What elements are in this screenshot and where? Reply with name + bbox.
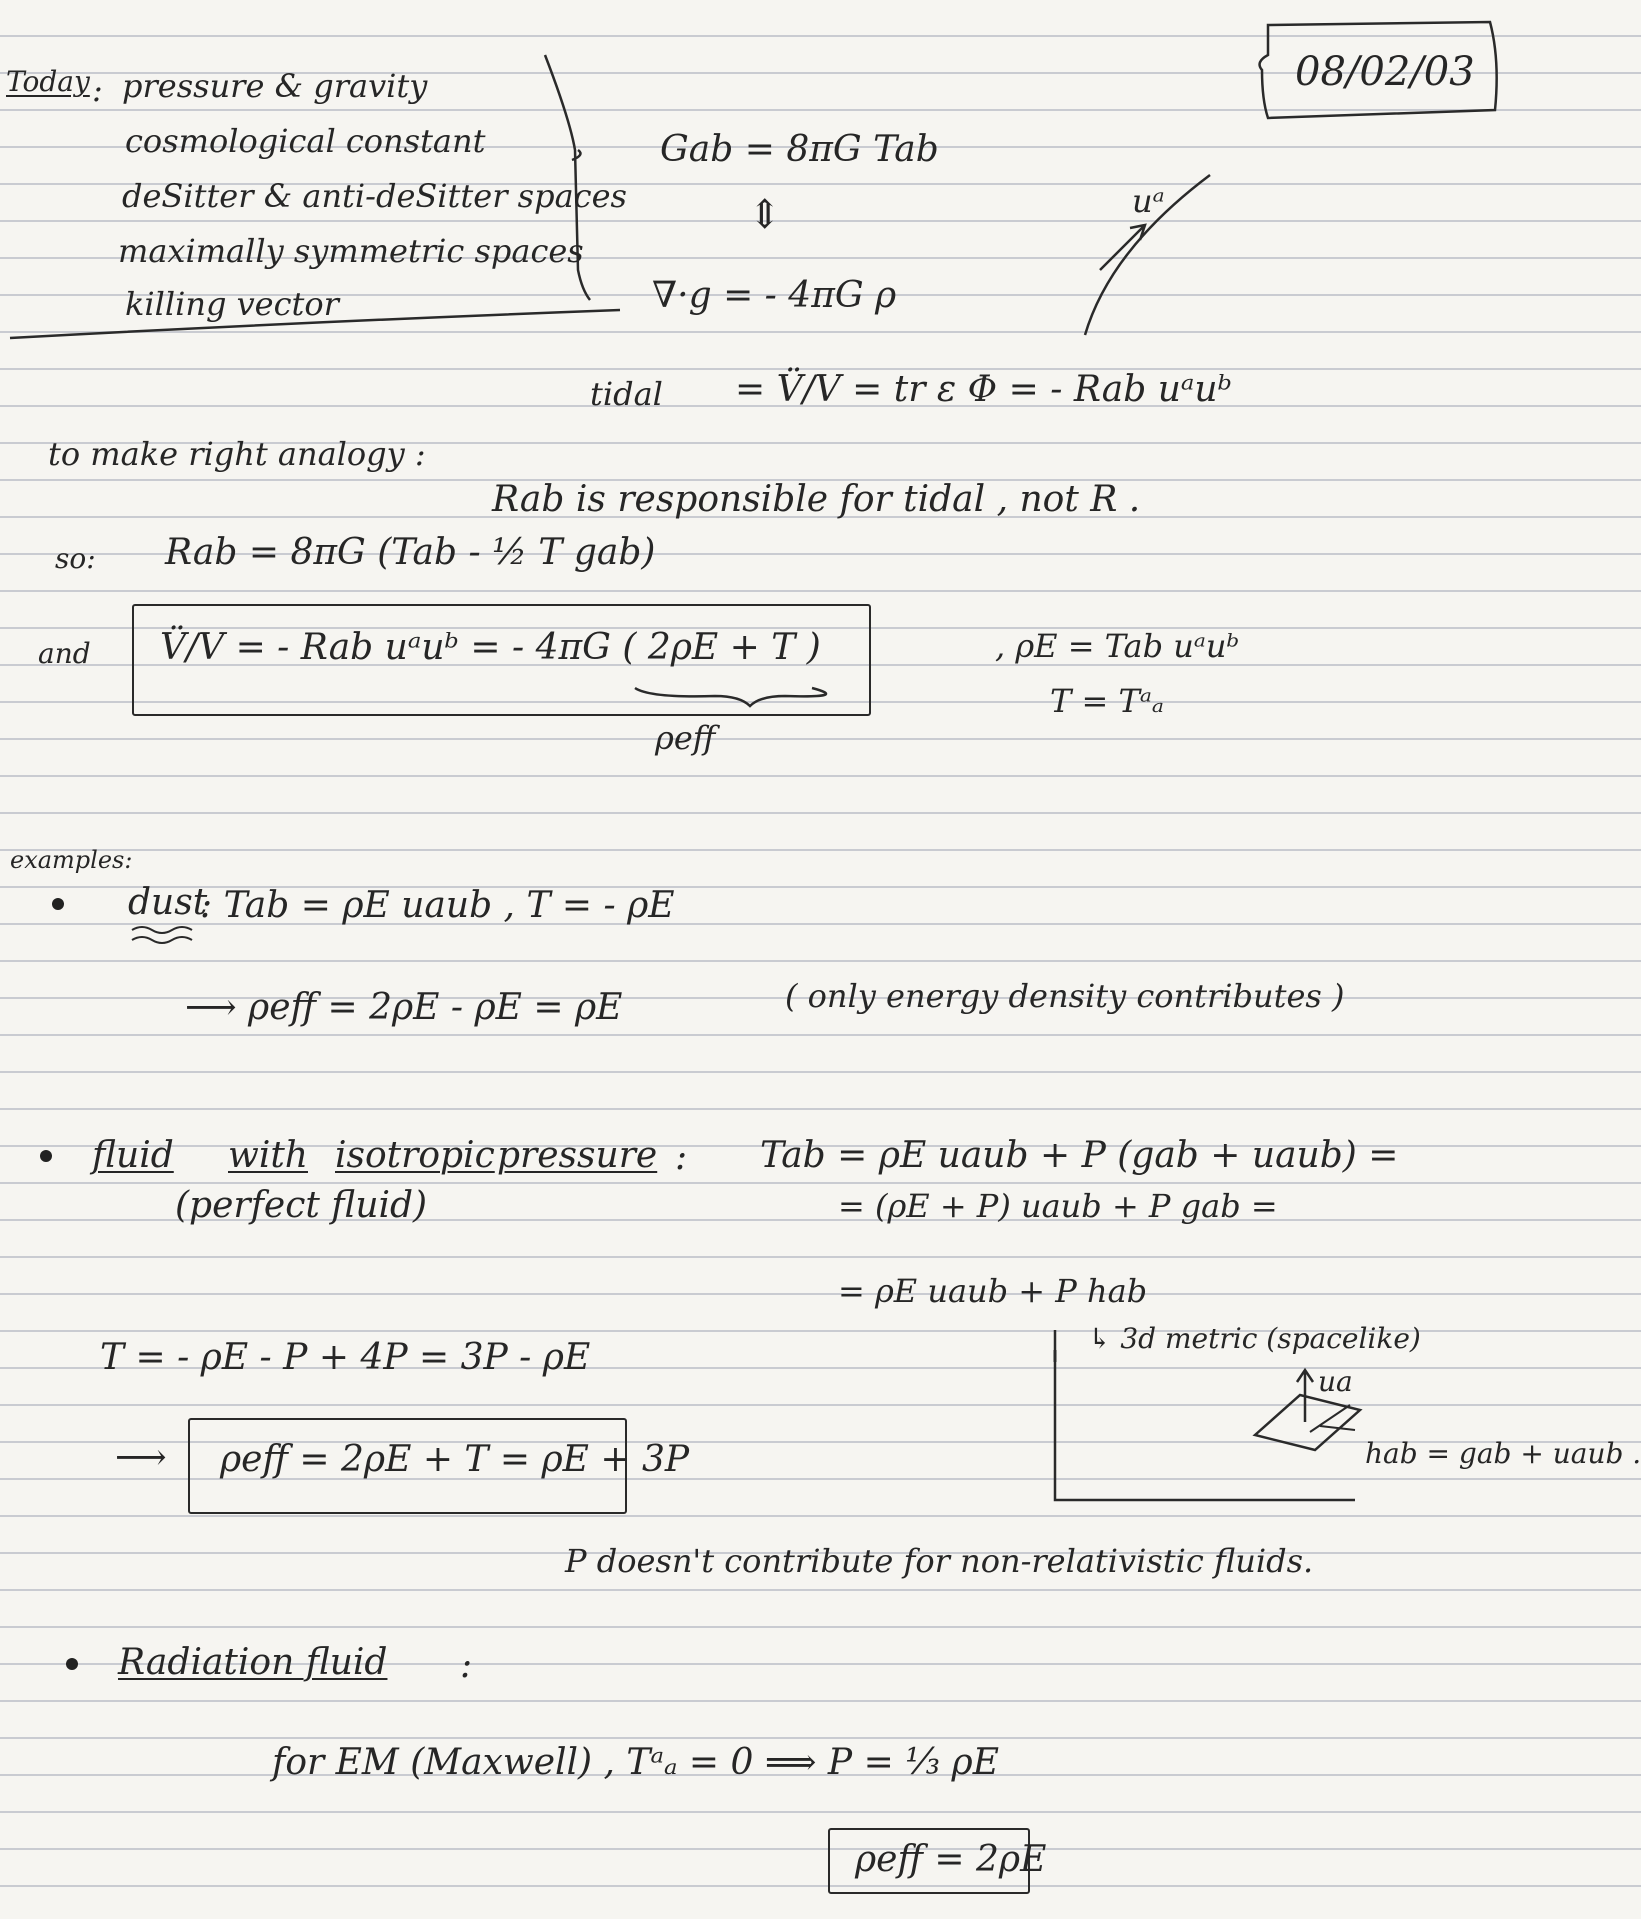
examples-label: examples:: [10, 846, 133, 874]
equivalence-arrow: ⇕: [748, 192, 782, 238]
analogy-intro: to make right analogy :: [48, 435, 426, 473]
dust-note: ( only energy density contributes ): [785, 977, 1345, 1015]
u-vector-label: ua: [1318, 1365, 1353, 1398]
perfect-fluid-title: isotropic: [335, 1135, 495, 1176]
tidal-equation: = V̈/V = tr ε Φ = - Rab uᵃuᵇ: [735, 369, 1233, 410]
perfect-stress-line-2: = (ρE + P) uaub + P gab =: [838, 1187, 1278, 1225]
radiation-fluid-colon: :: [460, 1645, 473, 1686]
rhoE-definition: , ρE = Tab uᵃuᵇ: [995, 627, 1240, 665]
perfect-fluid-title: fluid: [92, 1135, 174, 1176]
today-colon: :: [92, 71, 103, 109]
perfect-trace: T = - ρE - P + 4P = 3P - ρE: [100, 1337, 591, 1378]
topic-item: pressure & gravity: [122, 67, 428, 105]
perfect-stress-line-3: = ρE uaub + P hab: [838, 1272, 1148, 1310]
and-label: and: [38, 637, 91, 670]
einstein-equation: Gab = 8πG Tab: [660, 129, 939, 170]
metric-note: ↳ 3d metric (spacelike): [1088, 1322, 1421, 1355]
dust-rho-eff: ⟶ ρeff = 2ρE - ρE = ρE: [185, 987, 623, 1028]
perfect-fluid-title: with: [228, 1135, 308, 1176]
perfect-conclusion: P doesn't contribute for non-relativistic fluids.: [565, 1542, 1314, 1580]
topic-item: deSitter & anti-deSitter spaces: [122, 177, 627, 215]
ricci-equation: Rab = 8πG (Tab - ½ T gab): [165, 532, 656, 573]
today-label: Today: [6, 65, 90, 98]
velocity-label: uᵃ: [1132, 182, 1165, 220]
radiation-equation: for EM (Maxwell) , Tᵃₐ = 0 ⟹ P = ⅓ ρE: [272, 1742, 999, 1783]
bullet: [66, 1658, 78, 1670]
so-label: so:: [55, 542, 96, 575]
topic-item: maximally symmetric spaces: [118, 232, 584, 270]
poisson-equation: ∇·g = - 4πG ρ: [652, 275, 897, 316]
radiation-rho-eff: ρeff = 2ρE: [855, 1839, 1047, 1880]
tidal-label: tidal: [590, 375, 663, 413]
perfect-fluid-subtitle: (perfect fluid): [175, 1185, 428, 1226]
h-tensor-label: hab = gab + uaub .: [1365, 1437, 1641, 1470]
main-equation: V̈/V = - Rab uᵃuᵇ = - 4πG ( 2ρE + T ): [160, 627, 821, 668]
bullet: [52, 898, 64, 910]
dust-title: dust: [128, 882, 208, 923]
rho-eff-label: ρeff: [655, 719, 716, 757]
perfect-fluid-title: pressure: [497, 1135, 658, 1176]
perfect-arrow: ⟶: [115, 1437, 167, 1478]
perfect-stress-line-1: Tab = ρE uaub + P (gab + uaub) =: [760, 1135, 1399, 1176]
perfect-rho-eff: ρeff = 2ρE + T = ρE + 3P: [220, 1439, 690, 1480]
radiation-fluid-title: Radiation fluid: [118, 1642, 388, 1683]
topic-item: killing vector: [125, 285, 339, 323]
analogy-statement: Rab is responsible for tidal , not R .: [492, 479, 1141, 520]
trace-definition: T = Tᵃₐ: [1050, 682, 1164, 720]
bullet: [40, 1150, 52, 1162]
date-label: 08/02/03: [1295, 49, 1475, 95]
perfect-fluid-colon: :: [675, 1137, 688, 1178]
dust-stress-tensor: : Tab = ρE uaub , T = - ρE: [200, 885, 675, 926]
topic-item: cosmological constant: [125, 122, 486, 160]
